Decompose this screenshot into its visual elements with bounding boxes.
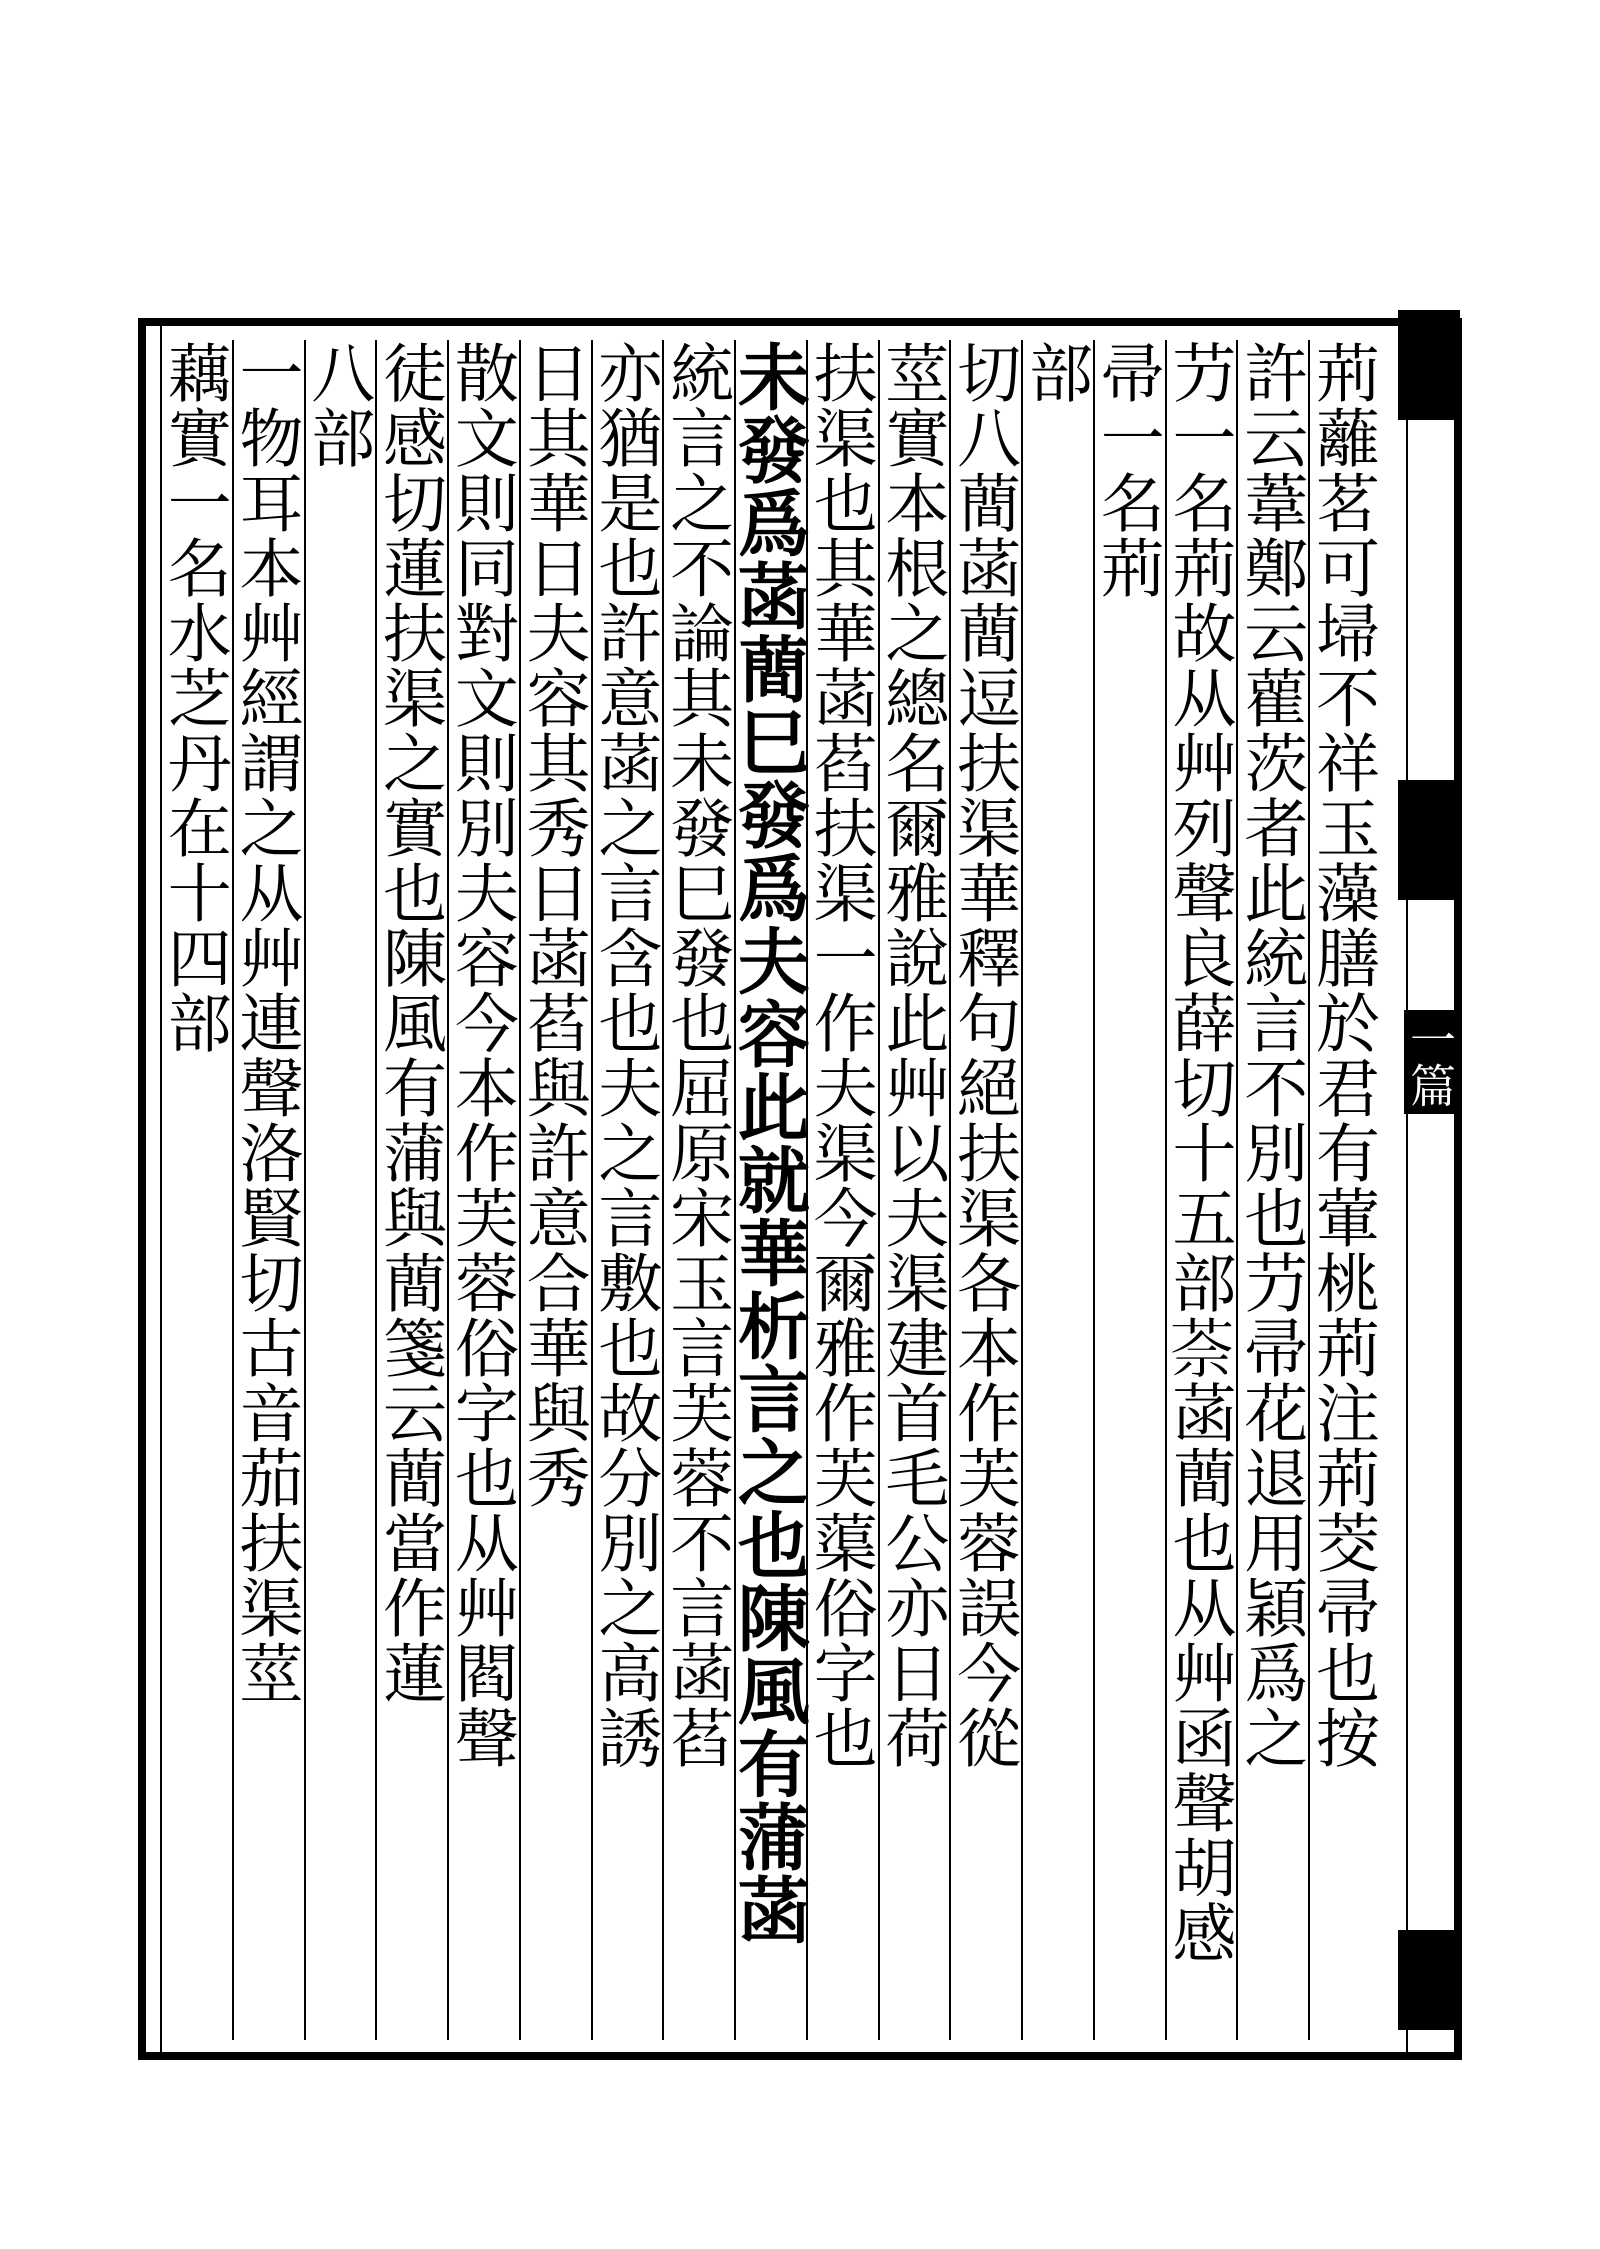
text-column xyxy=(515,340,591,2040)
column-text: 亦猶是也許意菡之言含也夫之言敷也故分別之高誘 xyxy=(587,340,662,1770)
text-column xyxy=(443,340,519,2040)
text-column xyxy=(300,340,376,2040)
column-text: 八部 xyxy=(300,340,375,470)
column-text: 扶渠也其華菡萏扶渠一作夫渠今爾雅作芙蕖俗字也 xyxy=(802,340,877,1770)
text-column xyxy=(725,340,811,2040)
text-column xyxy=(946,340,1021,2040)
column-text: 切八蕳菡蕳逗扶渠華釋句絕扶渠各本作芙蓉誤今從 xyxy=(946,340,1021,1770)
text-column xyxy=(156,340,232,2040)
text-column xyxy=(372,340,447,2040)
column-text: 許云葦鄭云雚茨者此統言不別也芀帚花退用穎爲之 xyxy=(1233,340,1308,1770)
text-column xyxy=(1305,340,1380,2040)
text-column xyxy=(1233,340,1308,2040)
column-text: 芀一名荊故从艸列聲良薛切十五部𦯬菡蕳也从艸函聲胡感 xyxy=(1161,340,1236,1965)
column-text: 荊蘺茗可埽不祥玉藻膳於君有葷桃荊注荊茭帚也按 xyxy=(1305,340,1379,1770)
text-column xyxy=(1089,340,1165,2040)
column-text: 帚一名荊 xyxy=(1089,340,1164,600)
text-column xyxy=(228,340,304,2040)
banner-label: 一篇 xyxy=(1404,1010,1456,1114)
banner-bar-mid xyxy=(1398,780,1460,900)
text-column xyxy=(802,340,878,2040)
banner-bar-top xyxy=(1398,310,1460,420)
column-text: 莖實本根之總名爾雅說此艸以夫渠建首毛公亦日荷 xyxy=(874,340,949,1770)
column-text: 散文則同對文則別夫容今本作芙蓉俗字也从艸閻聲 xyxy=(443,340,518,1770)
text-column xyxy=(659,340,734,2040)
page-banner xyxy=(1398,310,1464,2070)
column-text: 部 xyxy=(1017,340,1092,405)
column-text: 日其華日夫容其秀日菡萏與許意合華與秀 xyxy=(515,340,590,1510)
banner-bar-bottom xyxy=(1398,1930,1460,2030)
column-text: 一物耳本艸經謂之从艸連聲洛賢切古音茄扶渠莖 xyxy=(228,340,303,1705)
text-column xyxy=(1161,340,1237,2040)
column-text: 統言之不論其未發巳發也屈原宋玉言芙蓉不言菡萏 xyxy=(659,340,734,1770)
text-column xyxy=(1017,340,1093,2040)
column-text: 徒感切蓮扶渠之實也陳風有蒲與蕳箋云蕳當作蓮 xyxy=(372,340,447,1705)
text-column xyxy=(874,340,950,2040)
text-columns xyxy=(156,340,1380,2040)
column-text: 未發爲菡蕳巳發爲夫容此就華析言之也陳風有蒲菡 xyxy=(725,340,811,1946)
text-column xyxy=(587,340,663,2040)
column-text: 藕實一名水芝丹在十四部 xyxy=(156,340,231,1055)
